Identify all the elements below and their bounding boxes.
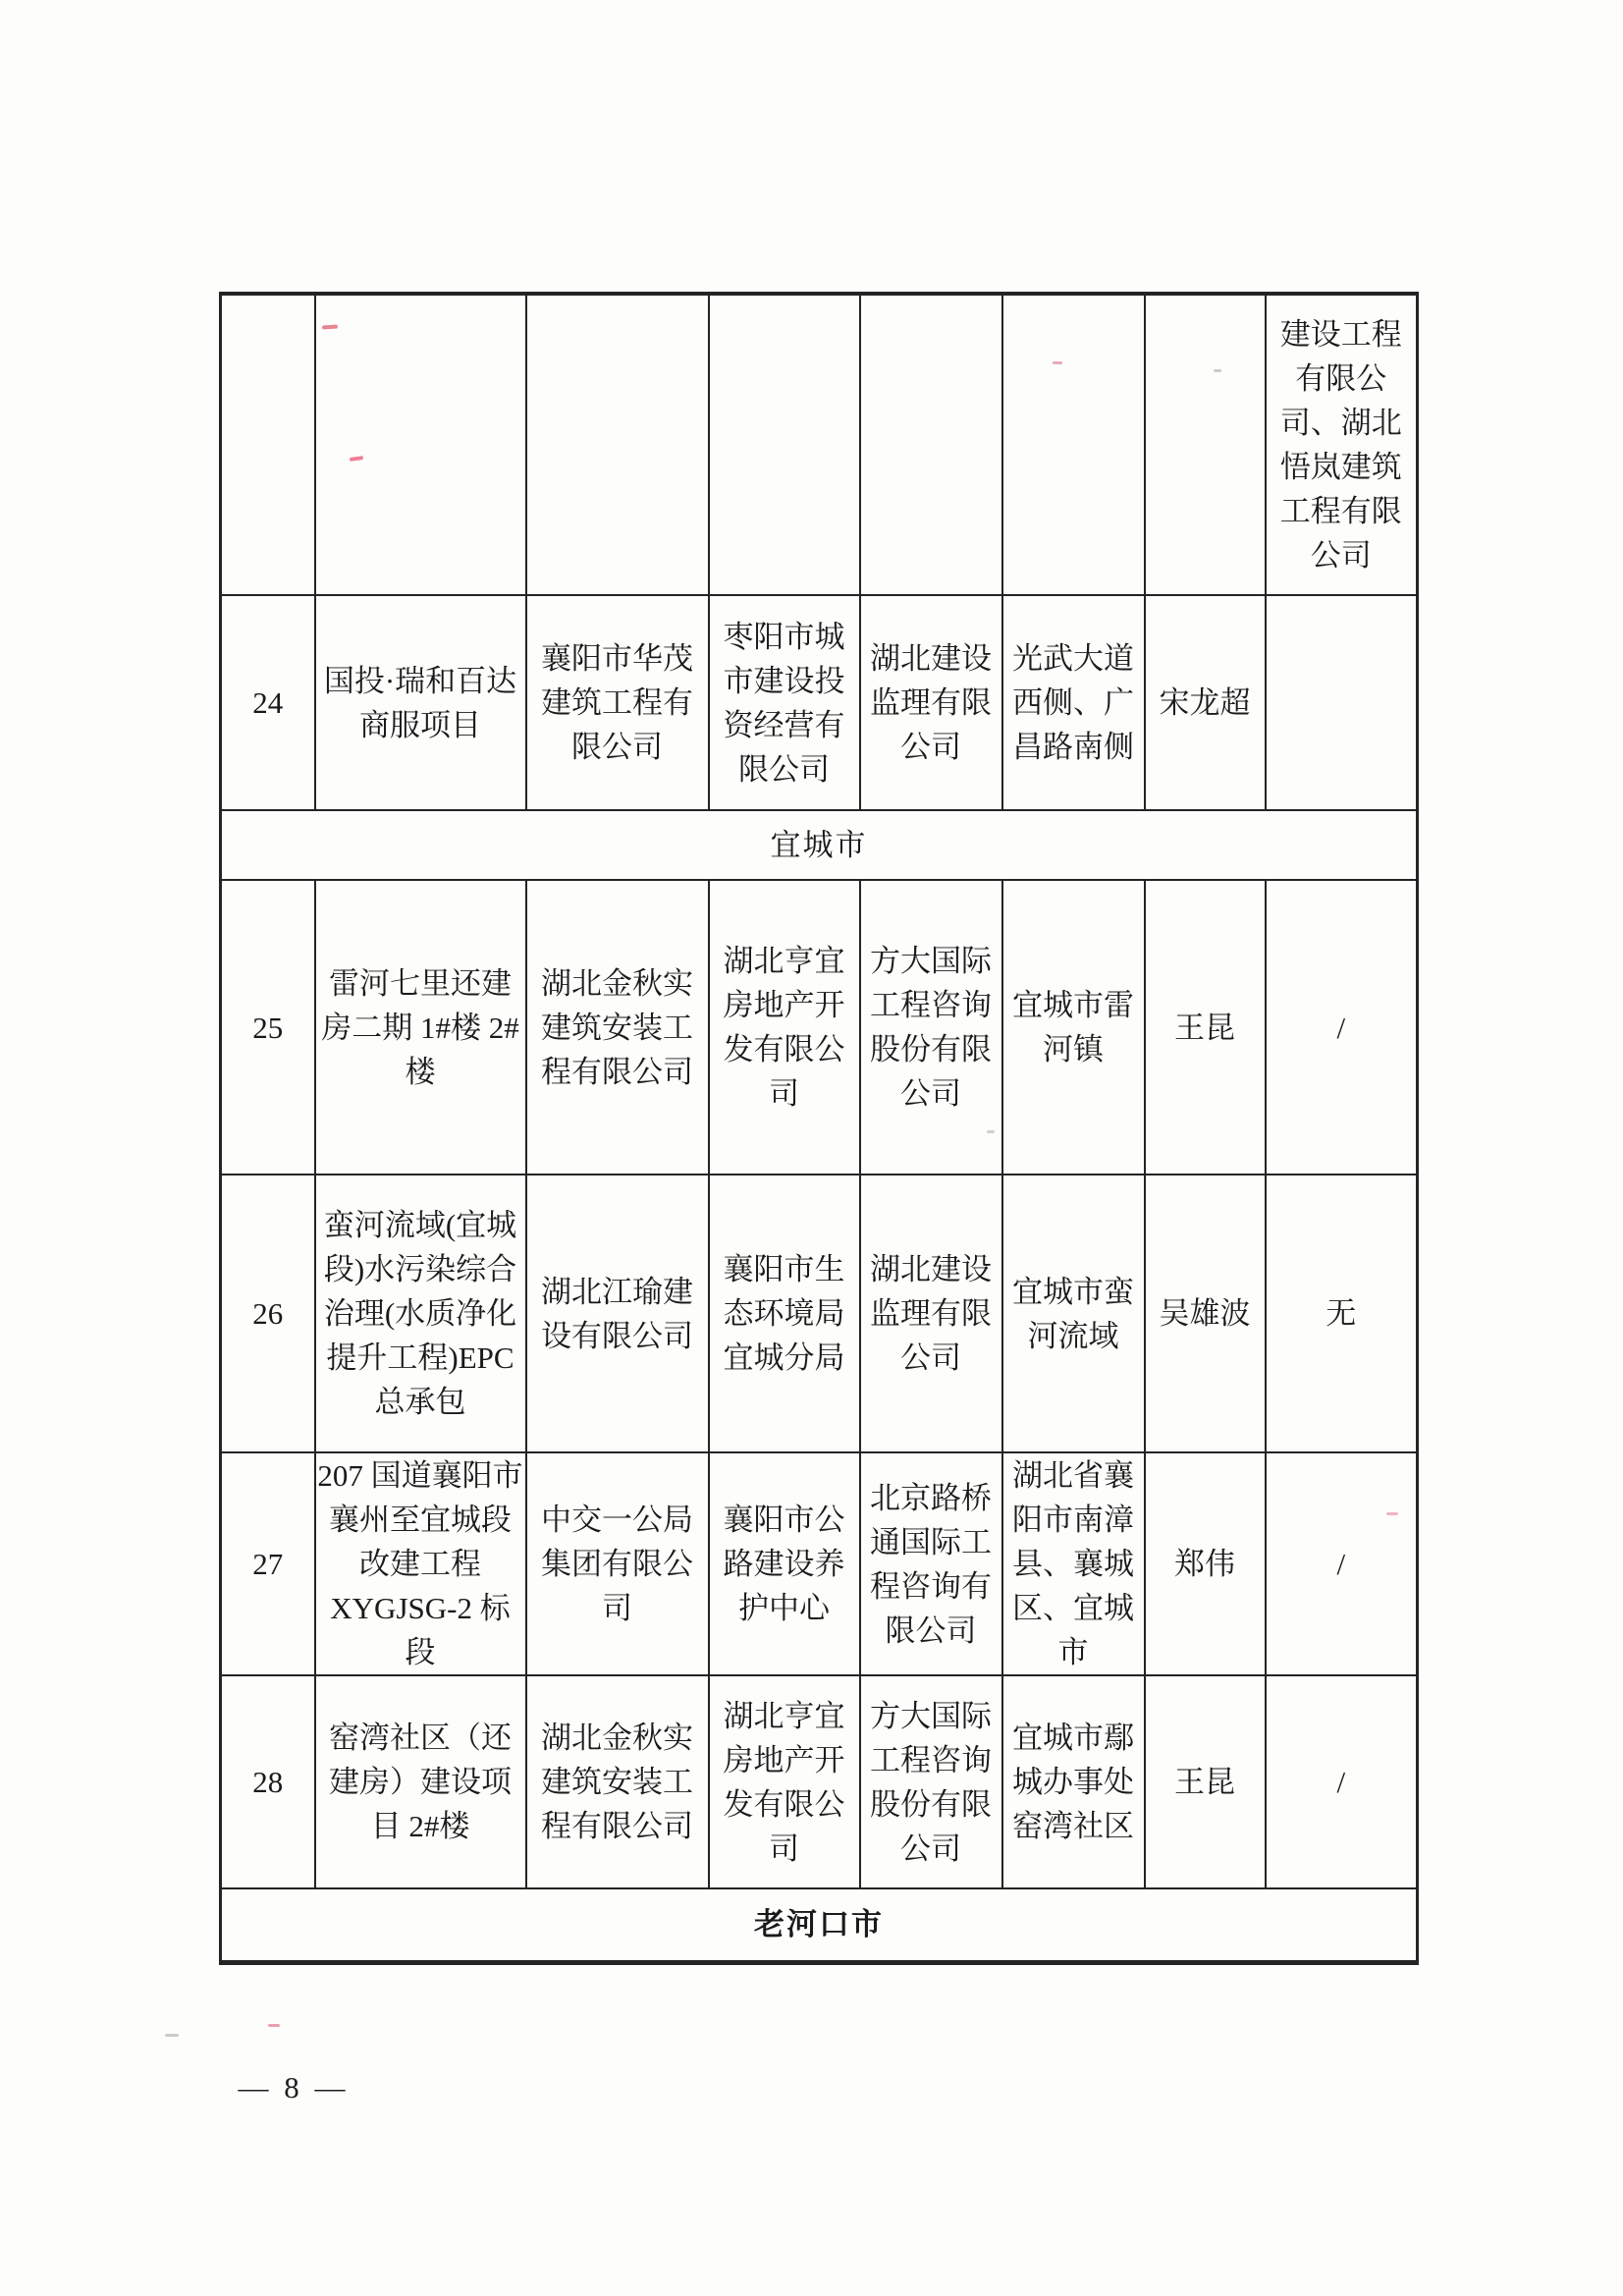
cell-supervisor: 湖北建设监理有限公司 (860, 595, 1002, 810)
cell-owner: 湖北亨宜房地产开发有限公司 (709, 1675, 860, 1888)
cell-location: 宜城市蛮河流域 (1002, 1175, 1145, 1452)
cell-contractor: 湖北江瑜建设有限公司 (526, 1175, 709, 1452)
cell-no: 24 (221, 595, 315, 810)
scan-speck (987, 1130, 995, 1133)
table-row-25 (221, 880, 1418, 1175)
cell-contractor: 中交一公局集团有限公司 (526, 1452, 709, 1675)
cell-person: 吴雄波 (1145, 1175, 1266, 1452)
cell-contractor: 襄阳市华茂建筑工程有限公司 (526, 595, 709, 810)
cell-supervisor: 方大国际工程咨询股份有限公司 (860, 880, 1002, 1175)
cell-person (1145, 294, 1266, 595)
scan-speck (1053, 361, 1062, 364)
cell-person: 王昆 (1145, 1675, 1266, 1888)
cell-remark: / (1266, 880, 1418, 1175)
cell-no: 25 (221, 880, 315, 1175)
cell-supervisor (860, 294, 1002, 595)
cell-project (315, 294, 526, 595)
table-row-26 (221, 1175, 1418, 1452)
cell-person: 王昆 (1145, 880, 1266, 1175)
scan-speck (165, 2034, 179, 2037)
cell-location: 宜城市鄢城办事处窑湾社区 (1002, 1675, 1145, 1888)
page-number: — 8 — (238, 2070, 350, 2105)
cell-project: 207 国道襄阳市襄州至宜城段改建工程 XYGJSG-2 标段 (315, 1452, 526, 1675)
cell-no: 27 (221, 1452, 315, 1675)
construction-projects-table (219, 292, 1419, 1965)
cell-location (1002, 294, 1145, 595)
section-header-yicheng: 宜城市 (221, 810, 1418, 880)
cell-project: 窑湾社区（还建房）建设项目 2#楼 (315, 1675, 526, 1888)
scan-speck (1386, 1512, 1398, 1515)
cell-remark: 无 (1266, 1175, 1418, 1452)
section-row-laohekou (221, 1888, 1418, 1962)
cell-project: 雷河七里还建房二期 1#楼 2#楼 (315, 880, 526, 1175)
cell-remark: / (1266, 1675, 1418, 1888)
cell-owner (709, 294, 860, 595)
cell-location: 宜城市雷河镇 (1002, 880, 1145, 1175)
cell-owner: 襄阳市生态环境局宜城分局 (709, 1175, 860, 1452)
cell-owner: 湖北亨宜房地产开发有限公司 (709, 880, 860, 1175)
cell-supervisor: 北京路桥通国际工程咨询有限公司 (860, 1452, 1002, 1675)
table-row-28 (221, 1675, 1418, 1888)
cell-person: 宋龙超 (1145, 595, 1266, 810)
cell-remark: 建设工程有限公司、湖北悟岚建筑工程有限公司 (1266, 294, 1418, 595)
section-row-yicheng (221, 810, 1418, 880)
cell-remark (1266, 595, 1418, 810)
cell-location: 光武大道西侧、广昌路南侧 (1002, 595, 1145, 810)
cell-project: 蛮河流域(宜城段)水污染综合治理(水质净化提升工程)EPC 总承包 (315, 1175, 526, 1452)
scan-speck (268, 2024, 280, 2027)
cell-contractor (526, 294, 709, 595)
cell-owner: 枣阳市城市建设投资经营有限公司 (709, 595, 860, 810)
cell-person: 郑伟 (1145, 1452, 1266, 1675)
cell-supervisor: 湖北建设监理有限公司 (860, 1175, 1002, 1452)
section-header-laohekou: 老河口市 (221, 1888, 1418, 1962)
cell-no: 28 (221, 1675, 315, 1888)
cell-contractor: 湖北金秋实建筑安装工程有限公司 (526, 1675, 709, 1888)
cell-remark: / (1266, 1452, 1418, 1675)
scan-speck (1214, 369, 1221, 372)
table-row-27 (221, 1452, 1418, 1675)
cell-no (221, 294, 315, 595)
table-row-continuation (221, 294, 1418, 595)
cell-owner: 襄阳市公路建设养护中心 (709, 1452, 860, 1675)
cell-location: 湖北省襄阳市南漳县、襄城区、宜城市 (1002, 1452, 1145, 1675)
cell-supervisor: 方大国际工程咨询股份有限公司 (860, 1675, 1002, 1888)
cell-project: 国投·瑞和百达商服项目 (315, 595, 526, 810)
table-row-24 (221, 595, 1418, 810)
cell-contractor: 湖北金秋实建筑安装工程有限公司 (526, 880, 709, 1175)
cell-no: 26 (221, 1175, 315, 1452)
